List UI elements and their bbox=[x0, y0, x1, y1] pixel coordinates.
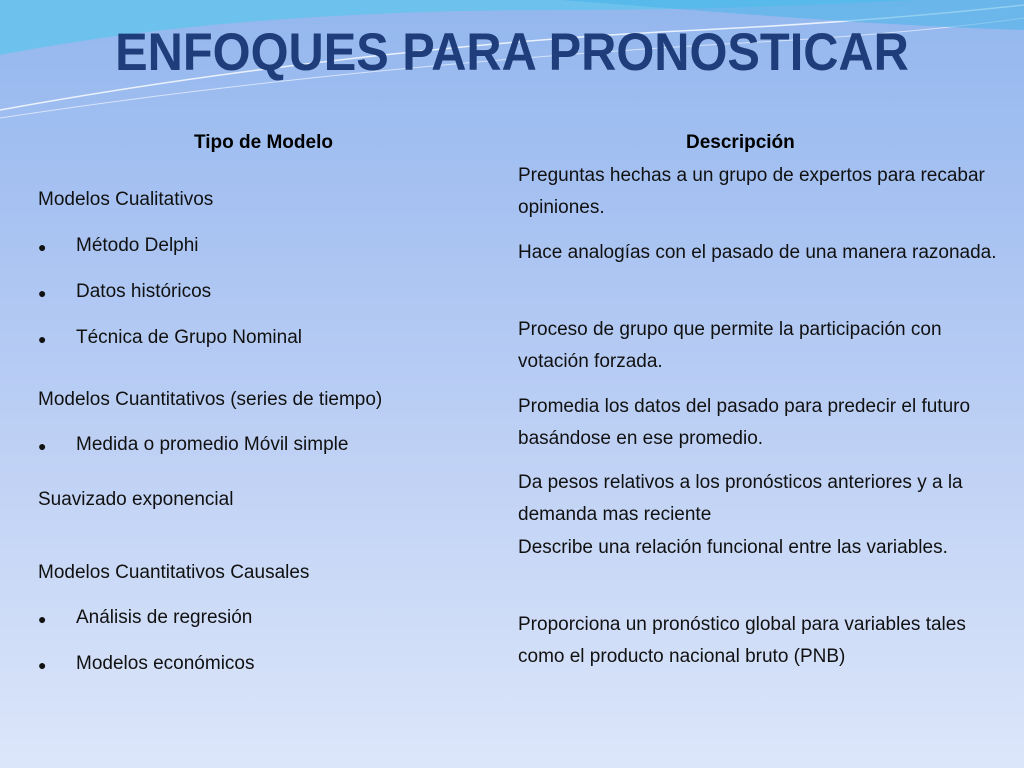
model-regresion: Análisis de regresión bbox=[76, 607, 253, 628]
bullet-icon: ● bbox=[38, 438, 47, 454]
bullet-icon: ● bbox=[38, 331, 47, 347]
desc-suavizado: Da pesos relativos a los pronósticos anteriores y a la demanda mas reciente bbox=[518, 472, 963, 525]
model-promedio-movil: Medida o promedio Móvil simple bbox=[76, 434, 349, 455]
bullet-icon: ● bbox=[38, 657, 47, 673]
bullet-icon: ● bbox=[38, 285, 47, 301]
bullet-icon: ● bbox=[38, 239, 47, 255]
header-descripcion: Descripción bbox=[686, 132, 795, 153]
model-datos-historicos: Datos históricos bbox=[76, 281, 212, 302]
desc-promedio-movil: Promedia los datos del pasado para predecir el futuro basándose en ese promedio. bbox=[518, 396, 971, 449]
desc-economicos: Proporciona un pronóstico global para variables tales como el producto nacional bruto (PNB) bbox=[518, 614, 966, 667]
desc-datos-historicos: Hace analogías con el pasado de una manera razonada. bbox=[518, 242, 997, 263]
model-economicos: Modelos económicos bbox=[76, 653, 255, 674]
model-delphi: Método Delphi bbox=[76, 235, 199, 256]
desc-delphi: Preguntas hechas a un grupo de expertos para recabar opiniones. bbox=[518, 165, 985, 218]
model-cualitativos: Modelos Cualitativos bbox=[38, 189, 214, 210]
model-grupo-nominal: Técnica de Grupo Nominal bbox=[76, 327, 302, 348]
slide-title: ENFOQUES PARA PRONOSTICAR bbox=[115, 23, 909, 82]
model-suavizado: Suavizado exponencial bbox=[38, 489, 234, 510]
bullet-icon: ● bbox=[38, 611, 47, 627]
header-tipo-de-modelo: Tipo de Modelo bbox=[194, 132, 333, 153]
desc-regresion: Describe una relación funcional entre las variables. bbox=[518, 537, 948, 558]
model-cuantitativos-causales: Modelos Cuantitativos Causales bbox=[38, 562, 310, 583]
desc-grupo-nominal: Proceso de grupo que permite la participación con votación forzada. bbox=[518, 319, 942, 372]
model-cuantitativos-series: Modelos Cuantitativos (series de tiempo) bbox=[38, 389, 383, 410]
